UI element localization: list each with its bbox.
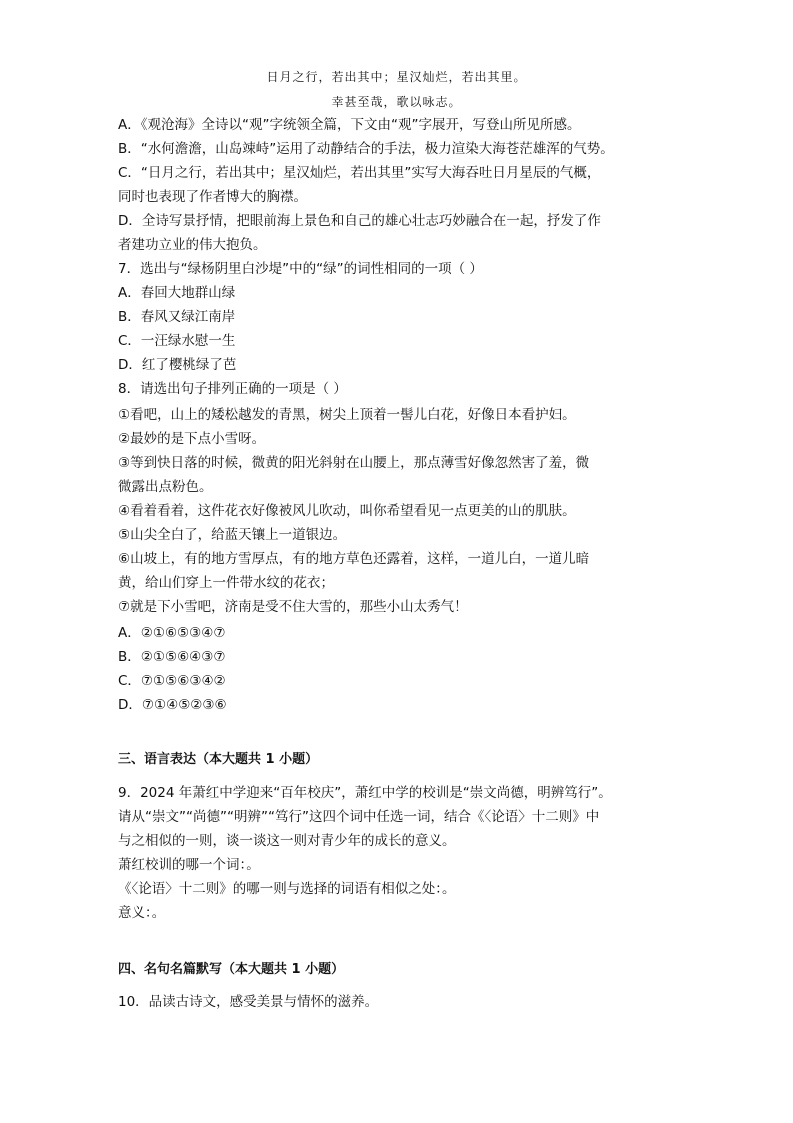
q8-option-d: D．⑦①④⑤②③⑥	[118, 697, 227, 713]
q6-option-d-line2: 者建功立业的伟大抱负。	[118, 237, 267, 253]
q10-line-1: 10．品读古诗文，感受美景与情怀的滋养。	[118, 994, 379, 1010]
q8-option-a: A．②①⑥⑤③④⑦	[118, 625, 226, 641]
q8-sentence-3-line2: 微露出点粉色。	[118, 479, 213, 495]
q8-sentence-3-line1: ③等到快日落的时候，微黄的阳光斜射在山腰上，那点薄雪好像忽然害了羞，微	[118, 455, 590, 471]
q8-sentence-6-line2: 黄，给山们穿上一件带水纹的花衣；	[118, 575, 334, 591]
q9-line-2: 请从“崇文”“尚德”“明辨”“笃行”这四个词中任选一词，结合《〈论语〉十二则》中	[118, 809, 600, 825]
q7-option-c: C．一汪绿水慰一生	[118, 333, 236, 349]
q6-option-d-line1: D．全诗写景抒情，把眼前海上景色和自己的雄心壮志巧妙融合在一起，抒发了作	[118, 213, 601, 229]
q9-line-3: 与之相似的一则，谈一谈这一则对青少年的成长的意义。	[118, 833, 456, 849]
q9-line-5: 《〈论语〉十二则》的哪一则与选择的词语有相似之处：。	[118, 881, 456, 897]
q7-stem: 7．选出与“绿杨阴里白沙堤”中的“绿”的词性相同的一项（ ）	[118, 261, 483, 277]
q6-option-a: A．《观沧海》全诗以“观”字统领全篇，下文由“观”字展开，写登山所见所感。	[118, 117, 581, 133]
q6-option-c-line1: C．“日月之行，若出其中；星汉灿烂，若出其里”实写大海吞吐日月星辰的气概，	[118, 165, 601, 181]
q7-option-b: B．春风又绿江南岸	[118, 309, 236, 325]
q9-line-4: 萧红校训的哪一个词：。	[118, 857, 260, 873]
q8-stem: 8．请选出句子排列正确的一项是（ ）	[118, 381, 347, 397]
q8-sentence-7: ⑦就是下小雪吧，济南是受不住大雪的，那些小山太秀气！	[118, 599, 468, 615]
q8-option-b: B．②①⑤⑥④③⑦	[118, 649, 226, 665]
section-3-title: 三、语言表达（本大题共 1 小题）	[118, 752, 319, 767]
q6-option-b: B．“水何澹澹，山岛竦峙”运用了动静结合的手法，极力渲染大海苍茫雄浑的气势。	[118, 141, 614, 157]
q8-option-c: C．⑦①⑤⑥③④②	[118, 673, 226, 689]
q8-sentence-1: ①看吧，山上的矮松越发的青黑，树尖上顶着一髻儿白花，好像日本看护妇。	[118, 407, 576, 423]
q8-sentence-5: ⑤山尖全白了，给蓝天镶上一道银边。	[118, 527, 347, 543]
q8-sentence-6-line1: ⑥山坡上，有的地方雪厚点，有的地方草色还露着，这样，一道儿白，一道儿暗	[118, 551, 590, 567]
q9-line-6: 意义：。	[118, 905, 166, 921]
q7-option-a: A．春回大地群山绿	[118, 285, 236, 301]
poem-line-1: 日月之行，若出其中；星汉灿烂，若出其里。	[266, 70, 527, 84]
q8-sentence-4: ④看着看着，这件花衣好像被风儿吹动，叫你希望看见一点更美的山的肌肤。	[118, 503, 576, 519]
q8-sentence-2: ②最妙的是下点小雪呀。	[118, 431, 266, 447]
q7-option-d: D．红了樱桃绿了芭	[118, 357, 237, 373]
q9-line-1: 9．2024 年萧红中学迎来“百年校庆”，萧红中学的校训是“崇文尚德，明辨笃行”。	[118, 785, 612, 801]
poem-line-2: 幸甚至哉，歌以咏志。	[331, 95, 462, 109]
q6-option-c-line2: 同时也表现了作者博大的胸襟。	[118, 189, 307, 205]
section-4-title: 四、名句名篇默写（本大题共 1 小题）	[118, 962, 345, 977]
